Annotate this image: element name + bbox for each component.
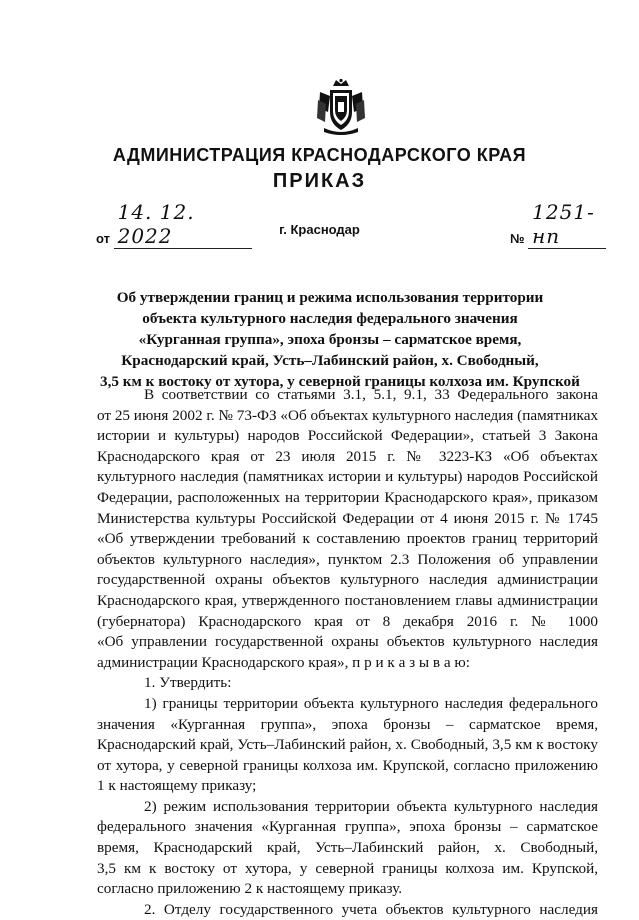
- handwritten-date: 14. 12. 2022: [114, 200, 252, 249]
- body-line: «Об управлении государственной охраны объектов культурного наследия: [97, 633, 598, 651]
- body-line: 2. Отделу государственного учета объектов культурного наследия: [144, 900, 598, 918]
- city: г. Краснодар: [279, 222, 360, 237]
- body-line: объектов культурного наследия», пунктом 2.3 Положения об управлении: [97, 550, 598, 568]
- body-line: Федерации, расположенных на территории Краснодарского края», приказом: [97, 488, 598, 506]
- body-line: согласно приложению 2 к настоящему приказу.: [97, 880, 403, 898]
- body-line: Краснодарского края, утвержденного постановлением главы администрации: [97, 591, 598, 609]
- body-line: 3,5 км к востоку от хутора, у северной границы колхоза им. Крупской,: [97, 859, 598, 877]
- body-line: культурного наследия (памятниках истории и культуры) народов Российской: [97, 468, 598, 486]
- body-line: значения «Курганная группа», эпоха бронзы – сарматское время,: [97, 715, 598, 733]
- title-line: 3,5 км к востоку от хутора, у северной границы колхоза им. Крупской: [100, 373, 580, 390]
- title-line: Краснодарский край, Усть–Лабинский район, х. Свободный,: [121, 352, 539, 369]
- body-line: Министерства культуры Российской Федерации от 4 июня 2015 г. № 1745: [97, 509, 598, 527]
- body-line: истории и культуры) народов Российской Федерации», статьей 3 Закона: [97, 427, 598, 445]
- title-line: Об утверждении границ и режима использования территории: [116, 289, 544, 306]
- body-line: «Об утверждении требований к составлению проектов границ территорий: [97, 530, 598, 548]
- body-line: В соответствии со статьями 3.1, 5.1, 9.1, 33 Федерального закона: [144, 386, 598, 403]
- body-line: 1. Утвердить:: [144, 674, 232, 692]
- title-line: «Курганная группа», эпоха бронзы – сарматское время,: [138, 331, 522, 348]
- body-line: администрации Краснодарского края», п р и к а з ы в а ю:: [97, 653, 470, 671]
- title-line: объекта культурного наследия федерального значения: [142, 310, 518, 327]
- body-line: от 25 июня 2002 г. № 73-ФЗ «Об объектах культурного наследия (памятниках: [97, 406, 598, 424]
- body-line: государственной охраны объектов культурного наследия администрации: [97, 571, 598, 589]
- date-prefix: от: [96, 231, 110, 246]
- order-title: [100, 287, 580, 392]
- body-line: федерального значения «Курганная группа», эпоха бронзы – сарматское: [97, 818, 598, 836]
- document-type: ПРИКАЗ: [272, 170, 367, 192]
- body-line: время, Краснодарский край, Усть–Лабинский район, х. Свободный,: [97, 839, 598, 857]
- body-line: (губернатора) Краснодарского края от 8 декабря 2016 г. № 1000: [97, 612, 598, 630]
- agency-name: АДМИНИСТРАЦИЯ КРАСНОДАРСКОГО КРАЯ: [112, 145, 527, 165]
- body-line: 1 к настоящему приказу;: [97, 777, 257, 795]
- krasnodar-coat-of-arms-icon: [316, 78, 366, 136]
- handwritten-number: 1251-нп: [528, 200, 606, 249]
- body-line: 1) границы территории объекта культурного наследия федерального: [144, 694, 598, 712]
- body-line: Краснодарского края от 23 июля 2015 г. № 3223-КЗ «Об объектах: [97, 447, 598, 465]
- body-line: Краснодарский край, Усть–Лабинский район, х. Свободный, 3,5 км к востоку: [97, 736, 598, 754]
- body-line: 2) режим использования территории объекта культурного наследия: [144, 797, 598, 815]
- order-body: [97, 385, 598, 920]
- number-prefix: №: [510, 231, 525, 246]
- body-line: от хутора, у северной границы колхоза им. Крупской, согласно приложению: [97, 756, 598, 774]
